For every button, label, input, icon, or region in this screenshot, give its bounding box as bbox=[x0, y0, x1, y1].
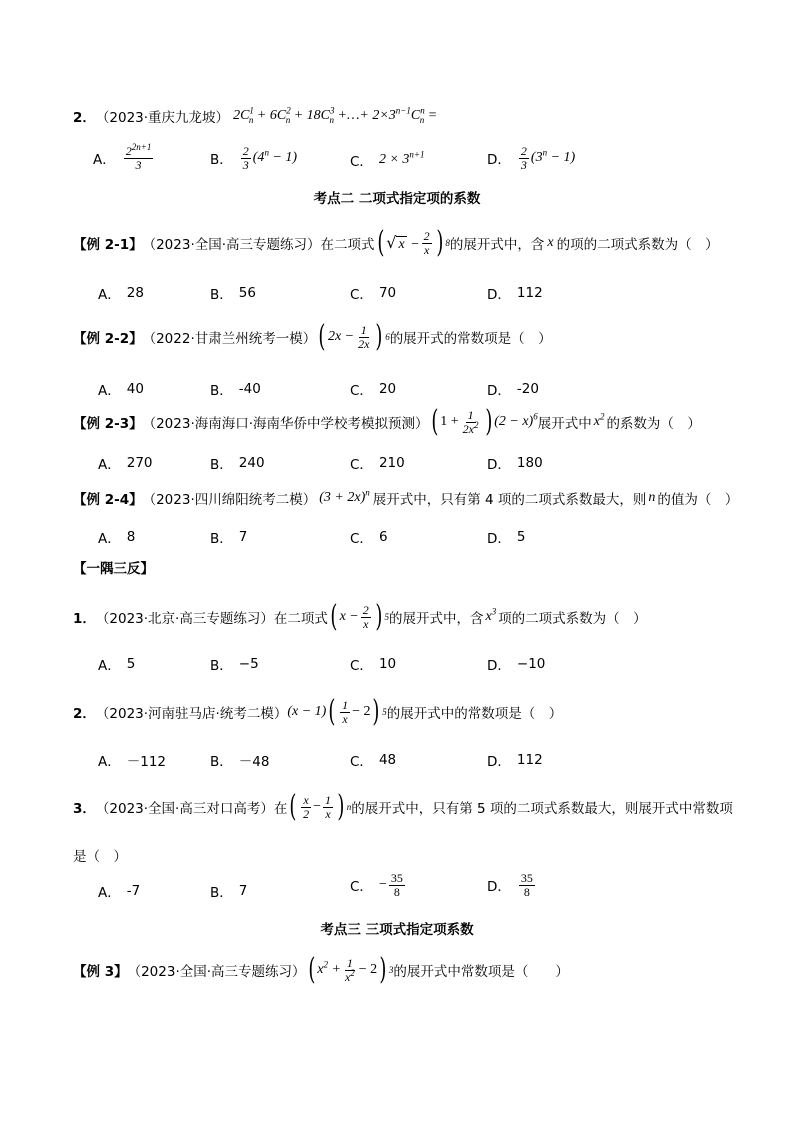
option-a[interactable]: A． 40 bbox=[98, 381, 144, 399]
option-c[interactable]: C． 70 bbox=[350, 285, 397, 303]
example-tag: 【例 2-2】 bbox=[73, 331, 143, 347]
practice-3: 3． （2023·全国·高三对口高考） 在 ( $\frac{x}{2}$ − $\frac{1}{x}$ ) n 的展开式中，只有第 5 项的二项式系数最大，则展开式中常数项 bbox=[73, 789, 733, 824]
section-heading: 考点三 三项式指定项系数 bbox=[320, 922, 474, 938]
example-source: （2023·四川绵阳统考二模） bbox=[142, 492, 317, 508]
example-tag: 【例 2-1】 bbox=[73, 237, 143, 253]
option-d[interactable]: D． 5 bbox=[487, 529, 526, 547]
example-source: （2023·全国·高三专题练习） bbox=[142, 237, 321, 253]
question-source: （2023·河南驻马店·统考二模） bbox=[95, 706, 288, 722]
option-c[interactable]: C． 210 bbox=[350, 455, 405, 473]
option-b[interactable]: B． $\frac{2}{3}$ $(4^n - 1)$ bbox=[210, 144, 298, 172]
example-2-2: 【例 2-2】 （2022·甘肃兰州统考一模） ( 2x − $\frac{1}{2x}$ ) 6 的展开式的常数项是（ ） bbox=[73, 319, 552, 354]
practice-heading: 【一隅三反】 bbox=[73, 561, 154, 577]
option-a[interactable]: A． 270 bbox=[98, 455, 153, 473]
example-tag: 【例 3】 bbox=[73, 964, 128, 980]
example-source: （2022·甘肃兰州统考一模） bbox=[142, 331, 317, 347]
option-d[interactable]: D． 180 bbox=[487, 455, 543, 473]
example-2-3: 【例 2-3】 （2023·海南海口·海南华侨中学校考模拟预测） ( 1 + $\frac{1}{2x^2}$ ) $(2 - x)^6$ 展开式中 $x^2$ 的系数为（ ） bbox=[73, 404, 701, 439]
question-source: （2023·重庆九龙坡） bbox=[95, 110, 230, 126]
option-d[interactable]: D． -20 bbox=[487, 381, 539, 399]
question-number: 2． bbox=[73, 706, 96, 722]
option-b[interactable]: B． -40 bbox=[210, 381, 261, 399]
option-a[interactable]: A． 8 bbox=[98, 529, 136, 547]
option-c[interactable]: C． $2 \times 3^{n+1}$ bbox=[350, 149, 425, 170]
example-source: （2023·全国·高三专题练习） bbox=[127, 964, 306, 980]
example-source: （2023·海南海口·海南华侨中学校考模拟预测） bbox=[142, 416, 429, 432]
practice-1: 1． （2023·北京·高三专题练习） 在二项式 ( x − $\frac{2}{x}$ ) 5 的展开式中，含 $x^3$ 项的二项式系数为（ ） bbox=[73, 599, 647, 634]
option-b[interactable]: B． 56 bbox=[210, 285, 256, 303]
question-number: 3． bbox=[73, 801, 96, 817]
option-b[interactable]: B． 240 bbox=[210, 455, 265, 473]
option-c[interactable]: C． 48 bbox=[350, 752, 397, 770]
example-tag: 【例 2-4】 bbox=[73, 492, 143, 508]
option-a[interactable]: A． 28 bbox=[98, 285, 144, 303]
option-d[interactable]: D． −10 bbox=[487, 656, 546, 674]
option-a[interactable]: A． -7 bbox=[98, 883, 141, 901]
option-c[interactable]: C． 6 bbox=[350, 529, 388, 547]
practice-3-cont: 是（ ） bbox=[73, 849, 127, 865]
option-c[interactable]: C． − $\frac{35}{8}$ bbox=[350, 871, 403, 899]
example-3: 【例 3】 （2023·全国·高三专题练习） ( $x^2$ + $\frac{1}{x^2}$ − 2 ) 3 的展开式中常数项是（ ） bbox=[73, 952, 569, 987]
section-heading: 考点二 二项式指定项的系数 bbox=[313, 191, 481, 207]
question-number: 1． bbox=[73, 611, 96, 627]
option-d[interactable]: D． $\frac{35}{8}$ bbox=[487, 871, 533, 899]
option-a[interactable]: A． 5 bbox=[98, 656, 136, 674]
example-2-4: 【例 2-4】 （2023·四川绵阳统考二模） $(3 + 2x)^n$ 展开式中，只有第 4 项的二项式系数最大，则 n 的值为（ ） bbox=[73, 487, 739, 508]
fraction: $\frac{2^{2n+1}}{3}$ bbox=[125, 142, 152, 172]
formula: $2C^1_n + 6C^2_n + 18C^3_n$ +…+ $2\times 3^{n-1}C^n_n$ = bbox=[233, 105, 438, 125]
question-number: 2． bbox=[73, 110, 96, 126]
option-b[interactable]: B． 7 bbox=[210, 883, 248, 901]
option-d[interactable]: D． $\frac{2}{3}$ $(3^n - 1)$ bbox=[487, 144, 576, 172]
option-c[interactable]: C． 10 bbox=[350, 656, 397, 674]
option-c[interactable]: C． 20 bbox=[350, 381, 397, 399]
example-tag: 【例 2-3】 bbox=[73, 416, 143, 432]
example-2-1: 【例 2-1】 （2023·全国·高三专题练习） 在二项式 ( √ x − $\frac{2}{x}$ ) 8 的展开式中，含 x 的项的二项式系数为（ ） bbox=[73, 225, 719, 260]
option-b[interactable]: B． －48 bbox=[210, 754, 270, 770]
option-b[interactable]: B． −5 bbox=[210, 656, 259, 674]
option-a[interactable]: A． $\frac{2^{2n+1}}{3}$ bbox=[93, 142, 152, 172]
option-d[interactable]: D． 112 bbox=[487, 752, 543, 770]
option-b[interactable]: B． 7 bbox=[210, 529, 248, 547]
question-source: （2023·北京·高三专题练习） bbox=[95, 611, 274, 627]
practice-2: 2． （2023·河南驻马店·统考二模） (x − 1) ( $\frac{1}{x}$ − 2 ) 5 的展开式中的常数项是（ ） bbox=[73, 694, 563, 729]
option-d[interactable]: D． 112 bbox=[487, 285, 543, 303]
question-2 bbox=[73, 106, 437, 126]
question-source: （2023·全国·高三对口高考） bbox=[95, 801, 274, 817]
option-a[interactable]: A． －112 bbox=[98, 754, 167, 770]
